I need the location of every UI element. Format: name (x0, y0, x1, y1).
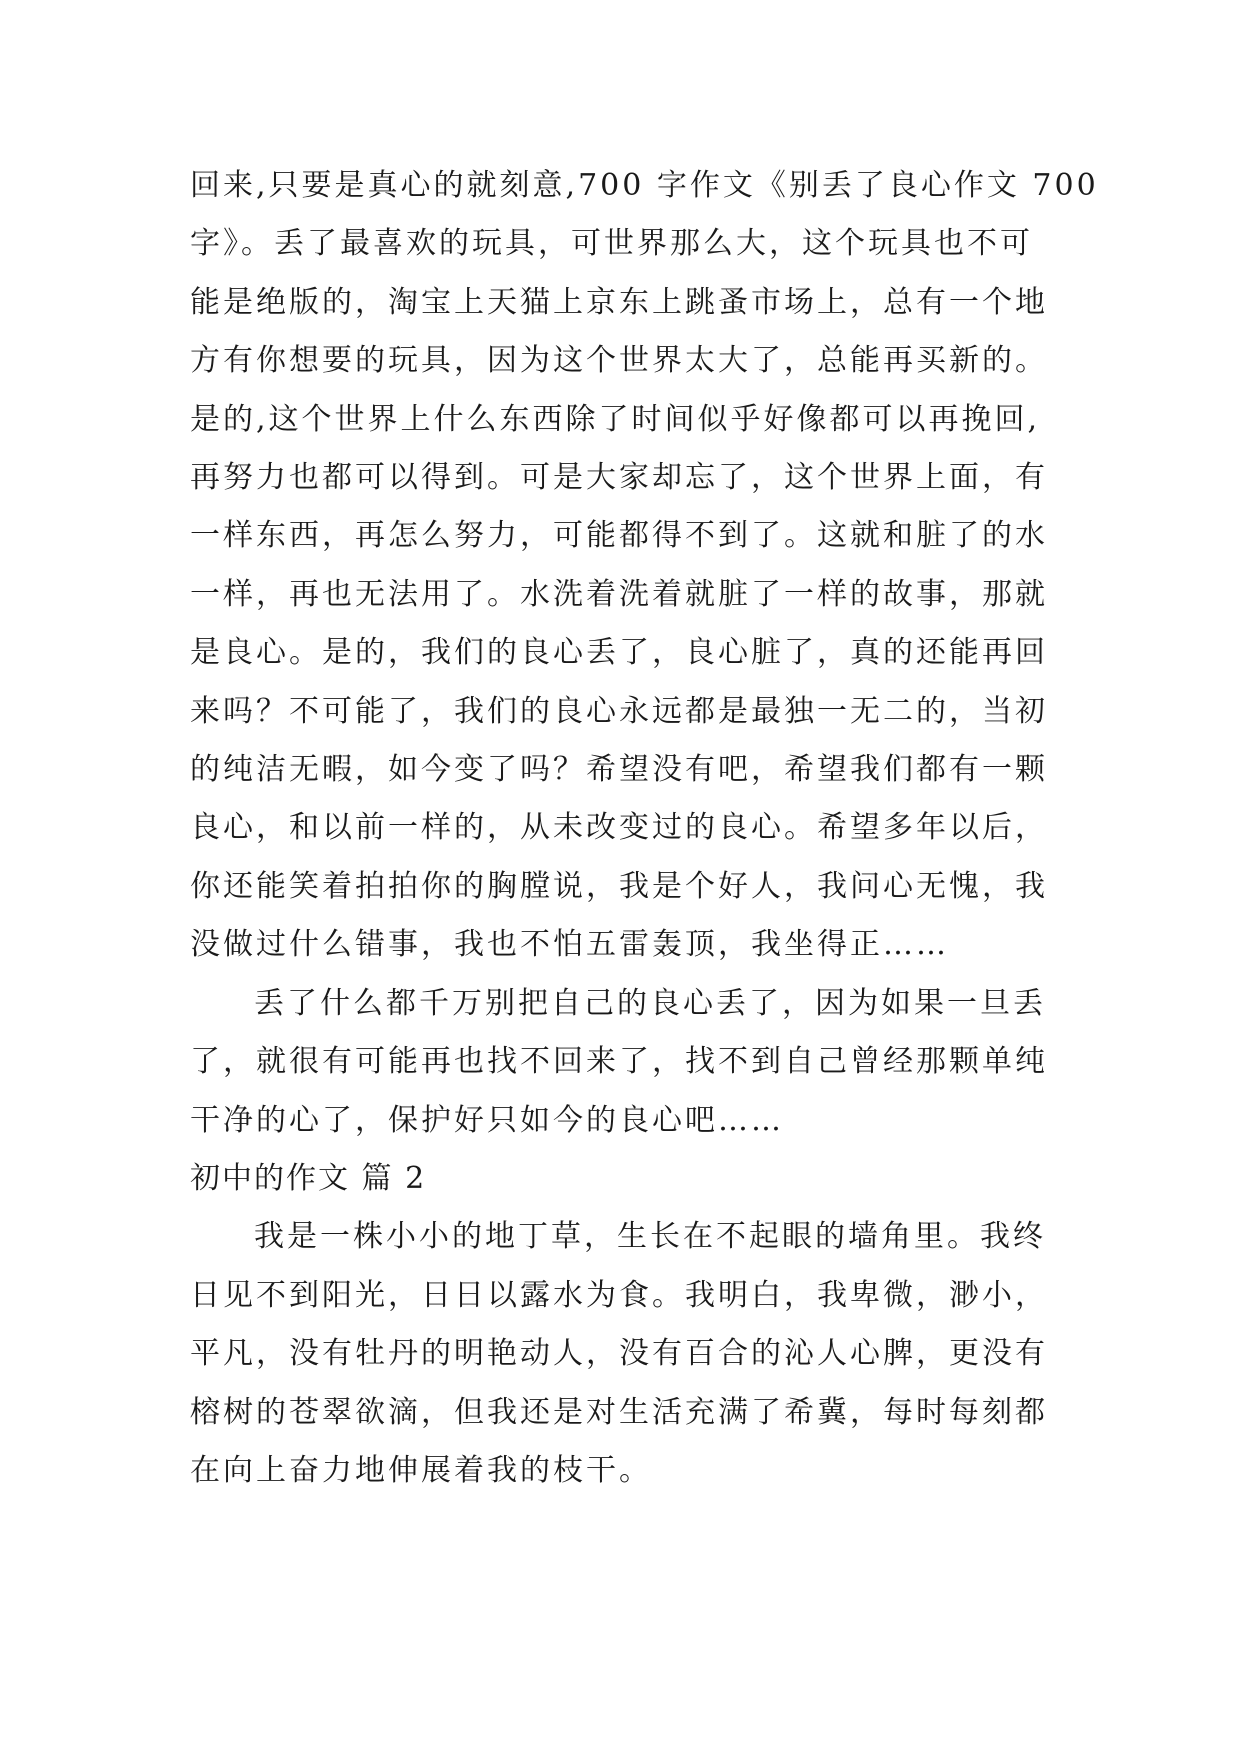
paragraph-conclusion (190, 975, 1070, 1150)
text-line: 干净的心了，保护好只如今的良心吧…… (190, 1102, 784, 1138)
text-line: 我是一株小小的地丁草，生长在不起眼的墙角里。我终 (254, 1219, 1046, 1255)
text-line: 榕树的苍翠欲滴，但我还是对生活充满了希冀，每时每刻都 (190, 1394, 1048, 1430)
text-line: 的纯洁无暇，如今变了吗？希望没有吧，希望我们都有一颗 (190, 752, 1048, 788)
text-line: 再努力也都可以得到。可是大家却忘了，这个世界上面，有 (190, 460, 1048, 496)
text-line: 来吗？不可能了，我们的良心永远都是最独一无二的，当初 (190, 693, 1048, 729)
text-line: 是良心。是的，我们的良心丢了，良心脏了，真的还能再回 (190, 635, 1048, 671)
text-line: 没做过什么错事，我也不怕五雷轰顶，我坐得正…… (190, 927, 949, 963)
text-line: 是的,这个世界上什么东西除了时间似乎好像都可以再挽回, (190, 401, 1041, 437)
text-line: 一样东西，再怎么努力，可能都得不到了。这就和脏了的水 (190, 518, 1048, 554)
text-line: 了，就很有可能再也找不回来了，找不到自己曾经那颗单纯 (190, 1044, 1048, 1080)
document-body (190, 157, 1099, 1500)
text-line: 良心，和以前一样的，从未改变过的良心。希望多年以后， (190, 810, 1048, 846)
paragraph-continued (190, 157, 1099, 975)
text-line: 一样，再也无法用了。水洗着洗着就脏了一样的故事，那就 (190, 576, 1048, 612)
text-line: 方有你想要的玩具，因为这个世界太大了，总能再买新的。 (190, 343, 1048, 379)
text-line: 你还能笑着拍拍你的胸膛说，我是个好人，我问心无愧，我 (190, 868, 1048, 904)
text-line: 在向上奋力地伸展着我的枝干。 (190, 1452, 652, 1488)
paragraph-essay-2 (190, 1208, 1070, 1500)
text-line: 能是绝版的，淘宝上天猫上京东上跳蚤市场上，总有一个地 (190, 284, 1048, 320)
text-line: 日见不到阳光，日日以露水为食。我明白，我卑微，渺小， (190, 1277, 1048, 1313)
text-line: 字》。丢了最喜欢的玩具，可世界那么大，这个玩具也不可 (190, 226, 1033, 262)
section-title: 初中的作文 篇 2 (190, 1160, 427, 1196)
text-line: 平凡，没有牡丹的明艳动人，没有百合的沁人心脾，更没有 (190, 1336, 1048, 1372)
text-line: 丢了什么都千万别把自己的良心丢了，因为如果一旦丢 (254, 985, 1046, 1021)
text-line: 回来,只要是真心的就刻意,700 字作文《别丢了良心作文 700 (190, 168, 1099, 203)
